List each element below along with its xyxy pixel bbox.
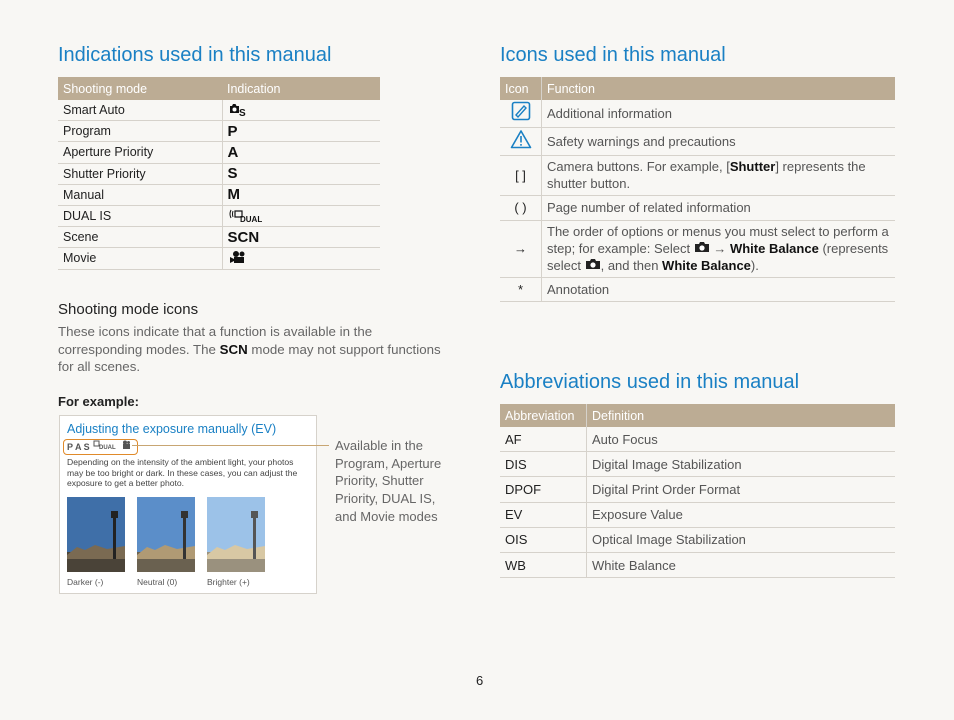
function-text: Annotation	[542, 277, 896, 301]
callout-line	[132, 445, 329, 446]
warning-icon	[500, 127, 542, 155]
example-photo-neutral	[137, 497, 195, 572]
example-mode-letters: P A S	[67, 442, 90, 452]
bracket-icon: [ ]	[500, 155, 542, 195]
svg-text:DUAL: DUAL	[99, 445, 116, 450]
page-number: 6	[476, 673, 484, 688]
para-text: These icons indicate that a function is available in the corresponding modes. The	[58, 324, 373, 357]
table-row	[500, 277, 895, 301]
abbreviations-table	[500, 404, 895, 578]
table-row	[500, 527, 895, 552]
scene-mode-inline-icon: SCN	[219, 341, 248, 357]
para-text: mode may not support functions for all scenes.	[58, 341, 441, 374]
camera-icon	[694, 241, 710, 253]
white-balance-label: White Balance	[662, 258, 751, 273]
col-header-icon: Icon	[500, 77, 542, 100]
icons-table	[500, 77, 895, 302]
definition-cell: Digital Image Stabilization	[587, 452, 896, 477]
definition-cell: White Balance	[587, 552, 896, 577]
definition-cell: Exposure Value	[587, 502, 896, 527]
caption-neutral: Neutral (0)	[137, 577, 178, 587]
definition-cell: Digital Print Order Format	[587, 477, 896, 502]
example-photo-brighter	[207, 497, 265, 572]
caption-brighter: Brighter (+)	[207, 577, 250, 587]
mode-name: Smart Auto	[58, 100, 222, 121]
text: Camera buttons. For example, [	[547, 159, 730, 174]
mode-name: Manual	[58, 184, 222, 205]
table-row	[500, 127, 895, 155]
table-row	[500, 452, 895, 477]
arrow-icon: →	[500, 220, 542, 277]
camera-icon	[585, 258, 601, 270]
svg-text:S: S	[238, 108, 246, 117]
table-row	[58, 205, 380, 226]
callout-text: Available in the Program, Aperture Priority, Shutter Priority, DUAL IS, and Movie modes	[335, 438, 442, 524]
program-mode-icon: P	[227, 122, 238, 140]
parenthesis-icon: ( )	[500, 195, 542, 220]
function-text: Additional information	[542, 100, 896, 127]
abbr-cell: OIS	[500, 527, 587, 552]
for-example-label: For example:	[58, 394, 139, 409]
scene-mode-icon: SCN	[227, 228, 260, 246]
text: (represents select	[547, 241, 889, 273]
abbr-cell: WB	[500, 552, 587, 577]
text: The order of options or menus you must select to perform a step; for example: Select	[547, 224, 889, 256]
function-text: Page number of related information	[542, 195, 896, 220]
mode-name: Aperture Priority	[58, 142, 222, 163]
table-row	[500, 100, 895, 127]
col-header-abbreviation: Abbreviation	[500, 404, 587, 427]
mode-name: Scene	[58, 227, 222, 248]
text: , and then	[600, 258, 659, 273]
shooting-mode-table	[58, 77, 380, 270]
table-row	[500, 477, 895, 502]
mode-name: Movie	[58, 248, 222, 269]
definition-cell: Auto Focus	[587, 427, 896, 452]
col-header-indication: Indication	[222, 77, 380, 100]
indications-heading: Indications used in this manual	[58, 44, 332, 66]
icons-heading: Icons used in this manual	[500, 44, 726, 66]
asterisk-icon: *	[500, 277, 542, 301]
table-row	[58, 163, 380, 184]
caption-darker: Darker (-)	[67, 577, 104, 587]
mode-name: Shutter Priority	[58, 163, 222, 184]
function-text: Safety warnings and precautions	[542, 127, 896, 155]
shooting-mode-description	[58, 323, 458, 376]
abbreviations-heading: Abbreviations used in this manual	[500, 371, 800, 393]
abbr-cell: DIS	[500, 452, 587, 477]
abbr-cell: DPOF	[500, 477, 587, 502]
example-body: Depending on the intensity of the ambient light, your photos may be too bright or dark. In these cases, you can adjust the exposure to get a better photo.	[67, 457, 298, 488]
table-row	[500, 155, 895, 195]
dual-is-icon	[92, 440, 118, 450]
table-row	[500, 552, 895, 577]
table-row	[58, 184, 380, 205]
col-header-definition: Definition	[587, 404, 896, 427]
svg-text:DUAL: DUAL	[239, 214, 262, 223]
col-header-function: Function	[542, 77, 896, 100]
note-icon	[500, 100, 542, 127]
manual-mode-icon: M	[227, 186, 240, 204]
table-row	[500, 427, 895, 452]
function-text	[542, 155, 896, 195]
mode-name: Program	[58, 121, 222, 142]
aperture-mode-icon: A	[227, 143, 239, 161]
smart-auto-icon	[222, 100, 380, 121]
function-text	[542, 220, 896, 277]
table-row	[500, 502, 895, 527]
movie-icon	[121, 440, 131, 450]
definition-cell: Optical Image Stabilization	[587, 527, 896, 552]
example-photo-darker	[67, 497, 125, 572]
movie-icon	[222, 248, 380, 269]
mode-name: DUAL IS	[58, 205, 222, 226]
table-row	[500, 220, 895, 277]
arrow-glyph: →	[713, 241, 727, 256]
shutter-mode-icon: S	[227, 165, 238, 183]
example-figure	[59, 415, 317, 594]
table-row	[58, 121, 380, 142]
abbr-cell: AF	[500, 427, 587, 452]
table-row	[500, 195, 895, 220]
table-row	[58, 227, 380, 248]
table-row	[58, 248, 380, 269]
example-title: Adjusting the exposure manually (EV)	[67, 422, 277, 436]
table-row	[58, 100, 380, 121]
shutter-label: Shutter	[729, 159, 776, 174]
text: ] represents the shutter button.	[547, 159, 866, 191]
shooting-mode-icons-subheading: Shooting mode icons	[58, 301, 199, 318]
abbr-cell: EV	[500, 502, 587, 527]
col-header-shooting-mode: Shooting mode	[58, 77, 222, 100]
white-balance-label: White Balance	[729, 241, 819, 256]
text: ).	[750, 258, 759, 273]
dual-is-icon	[222, 205, 380, 226]
table-row	[58, 142, 380, 163]
example-mode-icons	[63, 439, 138, 455]
